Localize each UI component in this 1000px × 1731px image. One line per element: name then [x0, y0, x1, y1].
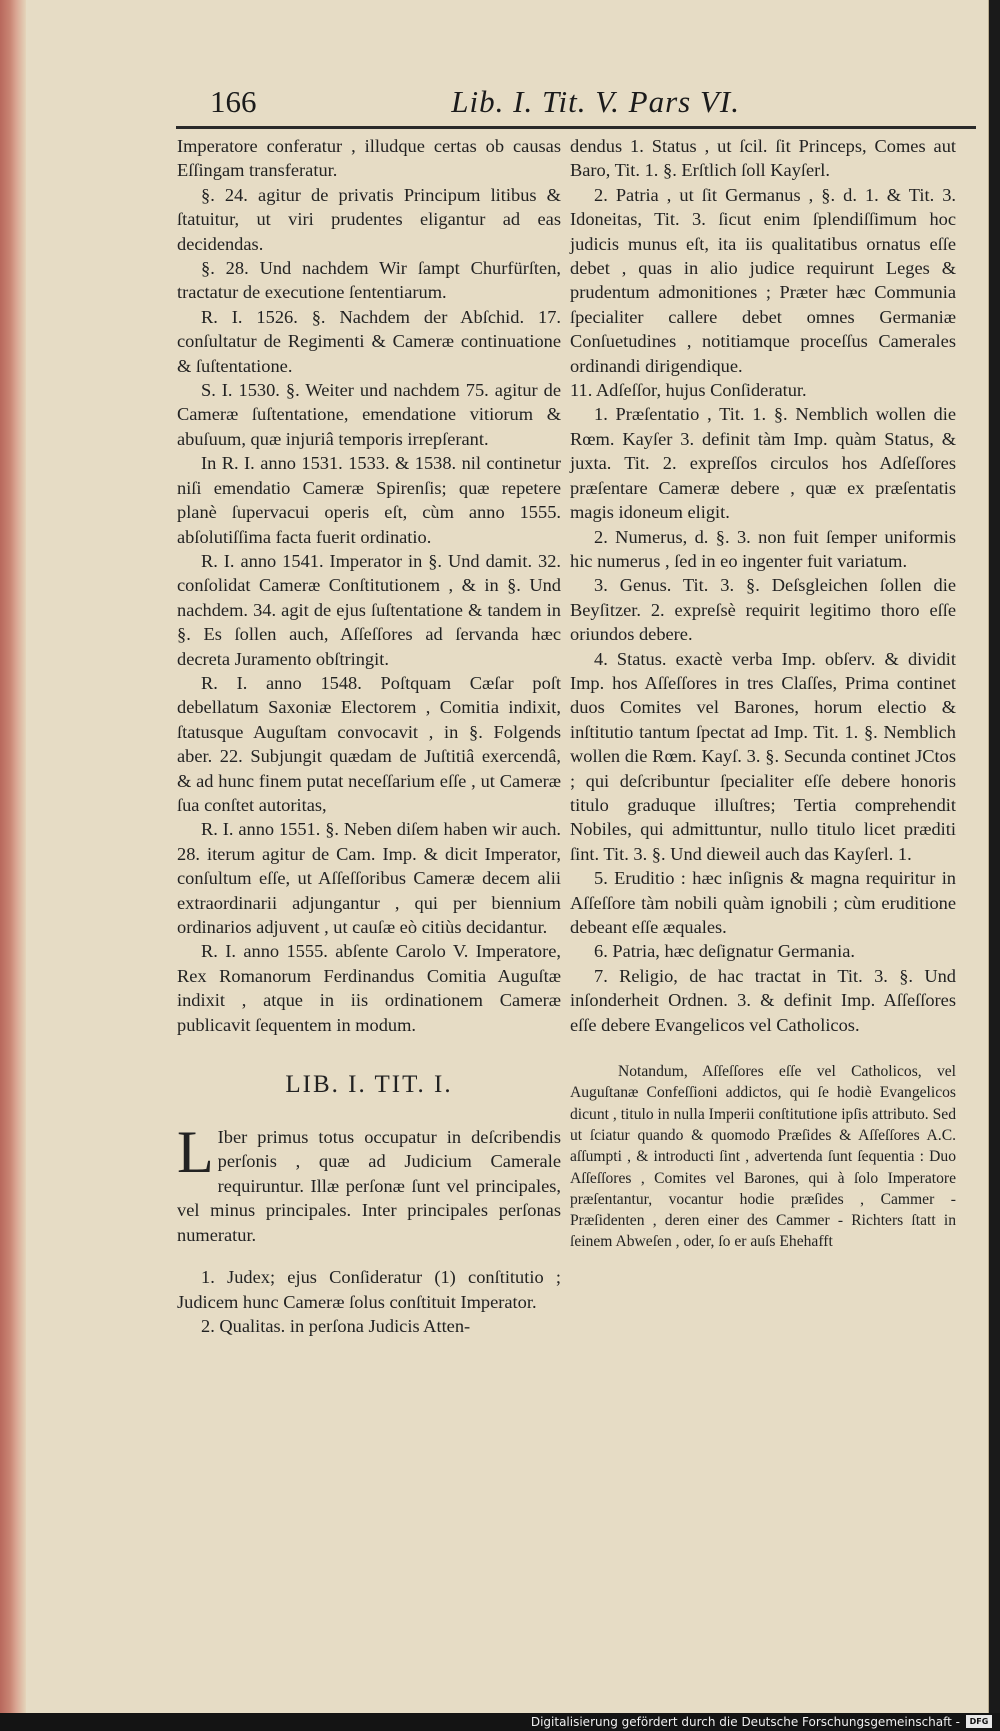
paragraph: 2. Numerus, d. §. 3. non fuit ſemper uniformis hic numerus , ſed in eo ingenter fuit variatum.	[570, 526, 956, 571]
paragraph: 1. Præſentatio , Tit. 1. §. Nemblich wollen die Rœm. Kayſer 3. definit tàm Imp. quàm Status, & juxta. Tit. 2. expreſſos circulos hos Adſeſſores præſentare Cameræ debere , quæ ex præſentatis magis idoneum eligit.	[570, 404, 956, 523]
page-number: 166	[210, 84, 257, 119]
page-gutter	[0, 0, 26, 1731]
paragraph: §. 24. agitur de privatis Principum litibus & ſtatuitur, ut viri prudentes eligantur ad eas decidendas.	[177, 184, 561, 254]
dfg-logo-icon: DFG	[966, 1715, 992, 1728]
footer-bar	[0, 1713, 1000, 1731]
dropcap-paragraph-text: Iber primus totus occupatur in deſcribendis perſonis , quæ ad Judicium Camerale requiruntur. Illæ perſonæ ſunt vel principales, vel minus principales. Inter principales perſonas numeratur.	[177, 1127, 561, 1245]
dropcap-paragraph	[177, 1119, 561, 1247]
paragraph: Imperatore conferatur , illudque certas ob causas Eſſingam transferatur.	[177, 136, 561, 181]
paragraph: dendus 1. Status , ut ſcil. ſit Princeps, Comes aut Baro, Tit. 1. §. Erſtlich ſoll Kayſerl.	[570, 136, 956, 181]
drop-cap-letter: L	[177, 1119, 214, 1186]
paragraph: R. I. anno 1548. Poſtquam Cæſar poſt debellatum Saxoniæ Electorem , Comitia indixit, ſtatusque Auguſtam convocavit , in §. Folgends aber. 22. Subjungit quædam de Juſtitiâ exercendâ, & ad hunc finem putat neceſſarium eſſe , ut Cameræ ſua conſtet autoritas,	[177, 672, 561, 815]
paragraph: R. I. anno 1555. abſente Carolo V. Imperatore, Rex Romanorum Ferdinandus Comitia Auguſtæ indixit , atque in iis ordinationem Cameræ publicavit ſequentem in modum.	[177, 941, 561, 1035]
left-column	[177, 134, 561, 1339]
paragraph: 5. Eruditio : hæc inſignis & magna requiritur in Aſſeſſore tàm nobili quàm ignobili ; cùm eruditione debeant eſſe æquales.	[570, 868, 956, 937]
paragraph: R. I. anno 1541. Imperator in §. Und damit. 32. conſolidat Cameræ Conſtitutionem , & in §. Und nachdem. 34. agit de ejus ſuſtentatione & tandem in §. Es ſollen auch, Aſſeſſores ad ſervanda hæc decreta Juramento obſtringit.	[177, 550, 561, 669]
right-column	[570, 134, 956, 1253]
paragraph: R. I. 1526. §. Nachdem der Abſchid. 17. conſultatur de Regimenti & Cameræ continuatione & ſuſtentatione.	[177, 306, 561, 376]
paragraph: R. I. anno 1551. §. Neben diſem haben wir auch. 28. iterum agitur de Cam. Imp. & dicit Imperator, conſultum eſſe, ut Aſſeſſoribus Cameræ decem alii extraordinarii adjungantur , qui per biennium ordinarios adjuvent , ut cauſæ eò citiùs decidantur.	[177, 819, 561, 937]
section-heading: LIB. I. TIT. I.	[285, 1071, 453, 1099]
footer-credit: Digitalisierung gefördert durch die Deutsche Forschungsgemeinschaft -	[530, 1715, 960, 1729]
paragraph: §. 28. Und nachdem Wir ſampt Churfürſten, tractatur de executione ſententiarum.	[177, 258, 561, 303]
paragraph: 7. Religio, de hac tractat in Tit. 3. §. Und inſonderheit Ordnen. 3. & definit Imp. Aſſeſſores eſſe debere Evangelicos vel Catholicos.	[570, 965, 956, 1035]
paragraph: In R. I. anno 1531. 1533. & 1538. nil continetur niſi emendatio Cameræ Spirenſis; quæ repetere planè ſupervacui operis eſt, cùm anno 1555. abſolutiſſima facta fuerit ordinatio.	[177, 453, 561, 547]
running-head	[210, 84, 740, 128]
paragraph: 1. Judex; ejus Conſideratur (1) conſtitutio ; Judicem hunc Cameræ ſolus conſtituit Imperator.	[177, 1267, 561, 1312]
footnote: Notandum, Aſſeſſores eſſe vel Catholicos, vel Auguſtanæ Confeſſioni addictos, qui ſe hodiè Evangelicos dicunt , titulo in nulla Imperii conſtitutione ipſis attributo. Sed ut ſciatur quando & quomodo Præſides & Aſſeſſores A.C. aſſumpti , & introducti ſint , advertenda ſunt ſequentia : Duo Aſſeſſores , Comites vel Barones, qui à ſolo Imperatore præſentantur, vocantur hodie præſides , Cammer - Præſidenten , deren einer des Cammer - Richters ſtatt in ſeinem Abweſen , oder, ſo er auſs Ehehafft	[570, 1063, 956, 1251]
paragraph: 3. Genus. Tit. 3. §. Deſsgleichen ſollen die Beyſitzer. 2. expreſsè requirit legitimo thoro eſſe oriundos debere.	[570, 575, 956, 645]
footnote-block	[570, 1061, 956, 1253]
paragraph: 11. Adſeſſor, hujus Conſideratur.	[570, 380, 807, 401]
paragraph: S. I. 1530. §. Weiter und nachdem 75. agitur de Cameræ ſuſtentatione, emendatione vitiorum & abuſuum, quæ injuriâ temporis irrepſerant.	[177, 380, 561, 449]
running-title: Lib. I. Tit. V. Pars VI.	[451, 84, 740, 119]
paragraph: 2. Qualitas. in perſona Judicis Atten-	[201, 1316, 471, 1337]
header-rule	[176, 126, 976, 129]
paragraph: 6. Patria, hæc deſignatur Germania.	[594, 941, 855, 962]
paragraph: 2. Patria , ut ſit Germanus , §. d. 1. & Tit. 3. Idoneitas, Tit. 3. ſicut enim ſplendiſſimum hoc judicis munus eſt, ita iis qualitatibus ornatus eſſe debet , quas in alio judice requirunt Leges & prudentum admonitiones ; Præter hæc Communia ſpecialiter callere debet omnes Germaniæ Conſuetudines , notitiamque proceſſus Camerales ordinandi dirigendique.	[570, 184, 956, 376]
paragraph: 4. Status. exactè verba Imp. obſerv. & dividit Imp. hos Aſſeſſores in tres Claſſes, Prima continet duos Comites vel Barones, horum electio & inſtitutio tantum ſpectat ad Imp. Tit. 1. §. Nemblich wollen die Rœm. Kayſ. 3. §. Secunda continet JCtos ; qui deſcribuntur ſpecialiter eſſe debere honoris titulo graduque illuſtres; Tertia comprehendit Nobiles, qui admittuntur, nullo titulo licet præditi ſint. Tit. 3. §. Und dieweil auch das Kayſerl. 1.	[570, 648, 956, 864]
